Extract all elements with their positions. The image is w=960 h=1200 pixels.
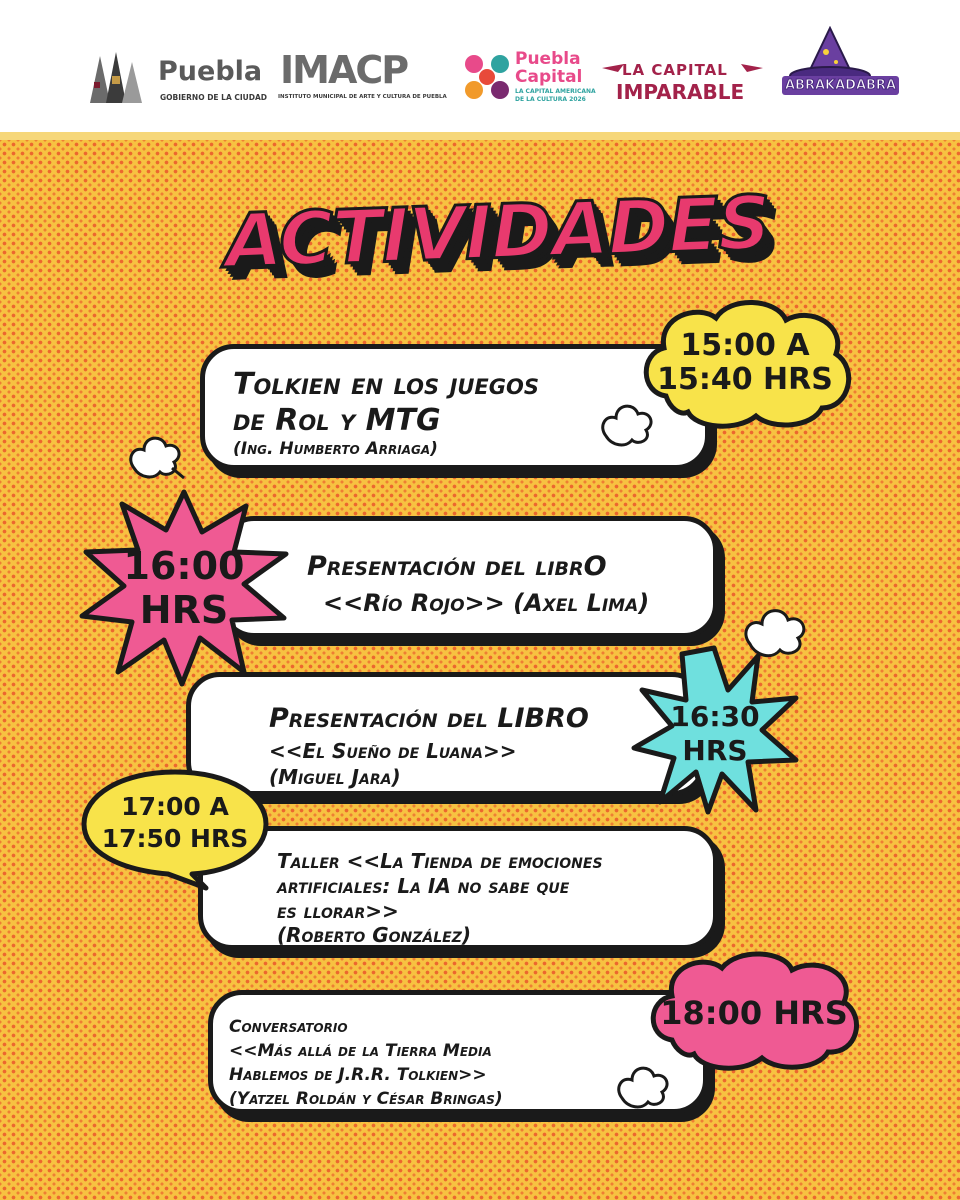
capital-imparable-line1: LA CAPITAL xyxy=(622,61,728,79)
imacp-logo-name: IMACP xyxy=(280,48,408,92)
activity-3-speaker: (Miguel Jara) xyxy=(269,765,401,789)
time-badge-2-line1: 16:00 xyxy=(123,544,245,588)
puebla-logo-tagline: GOBIERNO DE LA CIUDAD xyxy=(160,93,267,102)
time-badge-4-line1: 17:00 A xyxy=(121,792,229,821)
time-badge-1 xyxy=(636,296,854,432)
puebla-capital-logo xyxy=(460,40,596,110)
activity-5-type: Conversatorio xyxy=(229,1017,348,1037)
time-badge-1-line2: 15:40 HRS xyxy=(657,362,833,397)
imacp-logo-tagline: INSTITUTO MUNICIPAL DE ARTE Y CULTURA DE PUEBLA xyxy=(278,94,447,100)
time-badge-1-line1: 15:00 A xyxy=(680,328,810,363)
capital-imparable-line2: IMPARABLE xyxy=(616,80,745,104)
activity-3-title-line2: <<El Sueño de Luana>> xyxy=(269,739,517,763)
activity-4-title-line2: artificiales: La IA no sabe que xyxy=(277,874,570,898)
capital-imparable-logo xyxy=(600,40,765,110)
activity-4-title-line3: es llorar>> xyxy=(277,899,399,923)
time-badge-5-line1: 18:00 HRS xyxy=(660,994,848,1032)
activity-card-4 xyxy=(198,826,718,950)
puebla-logo-name: Puebla xyxy=(158,56,263,87)
abrakadabra-logo xyxy=(780,26,897,106)
abrakadabra-logo-name: ABRAKADABRA xyxy=(782,76,899,95)
puebla-capital-line2: Capital xyxy=(515,67,583,87)
activity-5-title-line2: Hablemos de J.R.R. Tolkien>> xyxy=(229,1065,487,1085)
puebla-gobierno-logo xyxy=(80,40,267,110)
flower-tile-icon xyxy=(462,52,512,102)
time-badge-3-line2: HRS xyxy=(682,734,748,767)
time-badge-2 xyxy=(78,488,290,688)
activity-3-title-line1: Presentación del LIBRO xyxy=(269,703,589,734)
activity-1-speaker: (Ing. Humberto Arriaga) xyxy=(233,439,438,459)
header-divider xyxy=(0,132,960,140)
activity-card-2 xyxy=(220,516,718,638)
time-badge-4 xyxy=(80,766,270,890)
activity-2-title-line2: <<Río Rojo>> (Axel Lima) xyxy=(323,589,650,617)
activity-2-title-line1: Presentación del librO xyxy=(307,551,607,582)
poster-title: ACTIVIDADES xyxy=(223,180,772,286)
activity-5-speakers: (Yatzel Roldán y César Bringas) xyxy=(229,1089,503,1109)
activity-1-title-line2: de Rol y MTG xyxy=(233,403,441,438)
smoke-puff-icon xyxy=(126,428,186,484)
time-badge-3-line1: 16:30 xyxy=(670,700,760,733)
activity-5-title-line1: <<Más allá de la Tierra Media xyxy=(229,1041,492,1061)
time-badge-4-line2: 17:50 HRS xyxy=(101,824,249,853)
puebla-capital-tagline2: DE LA CULTURA 2026 xyxy=(515,96,586,103)
puebla-capital-tagline1: LA CAPITAL AMERICANA xyxy=(515,88,596,95)
activity-1-title-line1: Tolkien en los juegos xyxy=(233,367,539,402)
time-badge-2-line2: HRS xyxy=(139,588,229,632)
header-bar xyxy=(0,0,960,140)
activity-4-speaker: (Roberto González) xyxy=(277,923,472,947)
imacp-logo xyxy=(276,40,447,110)
activity-4-title-line1: Taller <<La Tienda de emociones xyxy=(277,849,603,873)
puebla-emblem-icon xyxy=(80,48,152,108)
puebla-capital-line1: Puebla xyxy=(515,49,581,69)
time-badge-5 xyxy=(646,950,862,1072)
time-badge-3 xyxy=(630,644,800,816)
